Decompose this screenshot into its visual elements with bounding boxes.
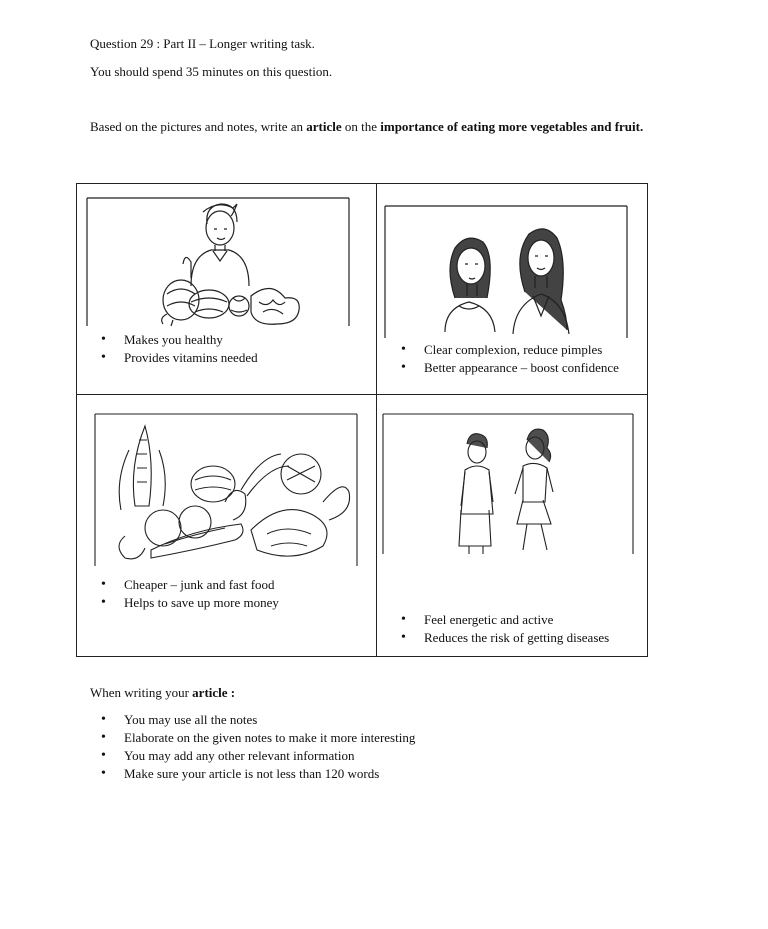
note-item: • Makes you healthy [90,331,258,349]
panel-3-notes [90,576,279,612]
instructions-lead-bold: article : [192,685,236,700]
instruction-item: • Elaborate on the given notes to make it more interesting [90,729,415,747]
task-prompt [90,119,650,135]
vegetables-and-fruit-icon [91,410,361,570]
panel-1-notes [90,331,258,367]
question-title: Question 29 : Part II – Longer writing task. [90,36,315,51]
instructions-list [90,711,415,783]
note-item: • Better appearance – boost confidence [390,359,619,377]
instructions-heading [90,685,235,701]
note-item: • Cheaper – junk and fast food [90,576,279,594]
prompt-text-middle: on the [341,119,381,134]
grid-divider-vertical [376,184,377,656]
note-item: • Reduces the risk of getting diseases [390,629,609,647]
note-item: • Feel energetic and active [390,611,609,629]
instruction-item: • Make sure your article is not less than 120 words [90,765,415,783]
panel-2-notes [390,341,619,377]
prompt-article-word: article [306,119,342,134]
prompt-topic: importance of eating more vegetables and fruit. [380,119,644,134]
picture-notes-grid [76,183,648,657]
time-instruction: You should spend 35 minutes on this question. [90,64,333,79]
instructions-lead: When writing your [90,685,193,700]
instruction-item: • You may use all the notes [90,711,415,729]
note-item: • Helps to save up more money [90,594,279,612]
boy-with-vegetables-icon [83,194,353,329]
instruction-item: • You may add any other relevant information [90,747,415,765]
prompt-text: Based on the pictures and notes, write an [90,119,307,134]
two-girls-icon [383,202,629,340]
note-item: • Provides vitamins needed [90,349,258,367]
grid-divider-horizontal [77,394,647,395]
panel-4-notes [390,611,609,647]
two-girls-walking-icon [381,408,635,558]
note-item: • Clear complexion, reduce pimples [390,341,619,359]
